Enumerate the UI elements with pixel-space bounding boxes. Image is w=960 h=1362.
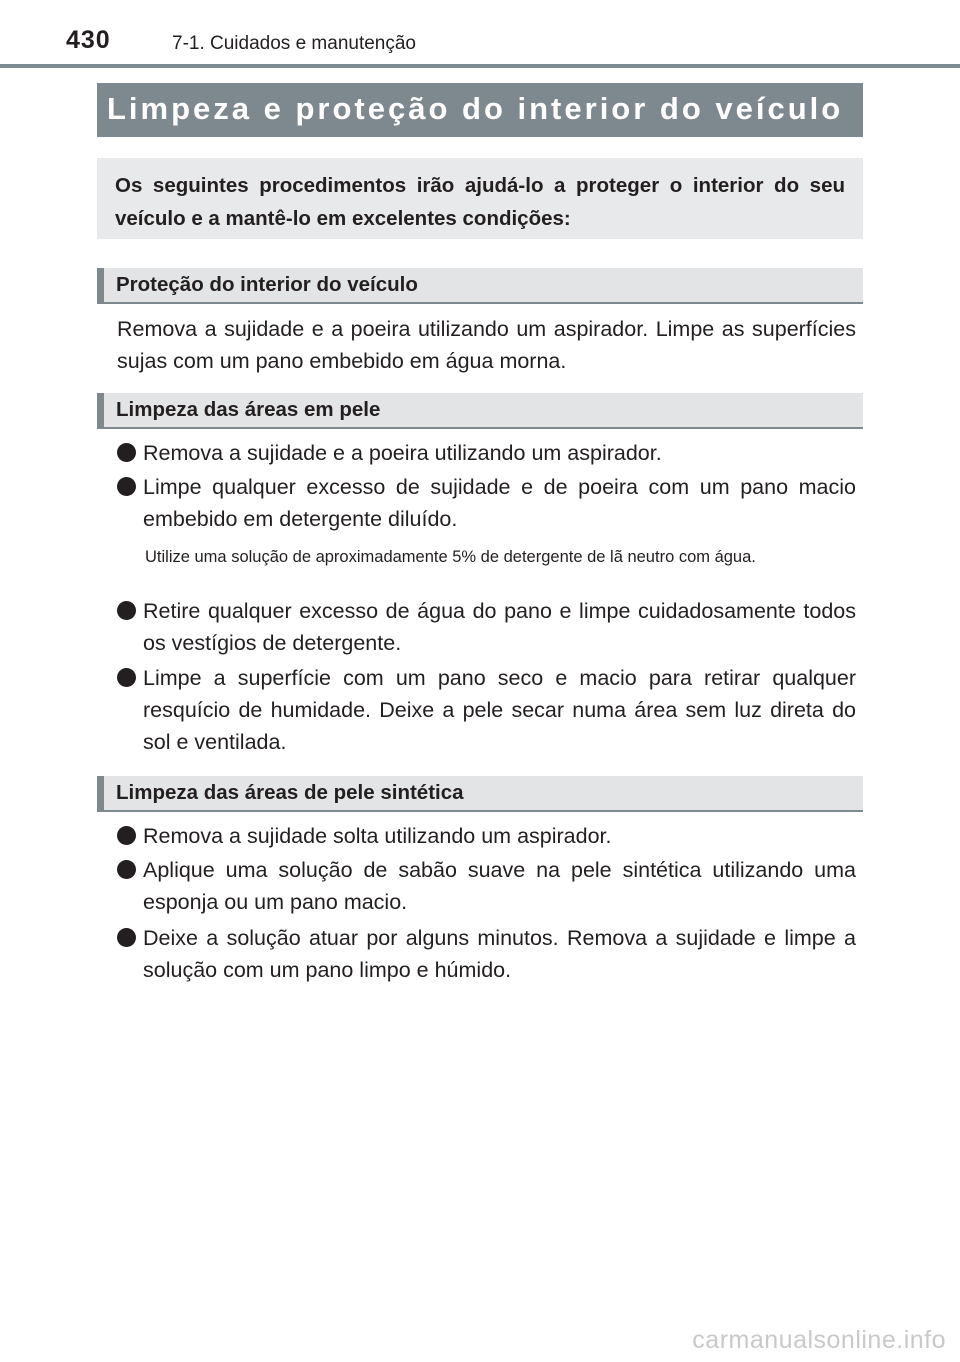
list-item (117, 437, 856, 469)
subheading-synthetic-leather: Limpeza das áreas de pele sintética (97, 776, 863, 812)
bullet-icon (117, 826, 136, 845)
page-title: Limpeza e proteção do interior do veículo (97, 83, 863, 137)
list-item-text: Limpe qualquer excesso de sujidade e de poeira com um pano macio embebido em detergente diluído. (143, 475, 856, 531)
list-item (117, 662, 856, 758)
page-number: 430 (66, 26, 111, 54)
list-item-text: Retire qualquer excesso de água do pano e limpe cuidadosamente todos os vestígios de detergente. (143, 599, 856, 655)
bullet-icon (117, 443, 136, 462)
bullet-icon (117, 601, 136, 620)
note-text: Utilize uma solução de aproximadamente 5% de detergente de lã neutro com água. (145, 548, 756, 566)
list-item (117, 922, 856, 986)
list-item-text: Aplique uma solução de sabão suave na pele sintética utilizando uma esponja ou um pano macio. (143, 858, 856, 914)
bullet-icon (117, 668, 136, 687)
list-item (117, 595, 856, 659)
subheading-interior-protection: Proteção do interior do veículo (97, 268, 863, 304)
bullet-icon (117, 928, 136, 947)
list-item (117, 820, 856, 852)
subheading-leather: Limpeza das áreas em pele (97, 393, 863, 429)
list-item (117, 854, 856, 918)
intro-box: Os seguintes procedimentos irão ajudá-lo a proteger o interior do seu veículo e a mantê-lo em excelentes condições: (97, 158, 863, 239)
watermark: carmanualsonline.info (692, 1326, 946, 1354)
list-item-text: Deixe a solução atuar por alguns minutos. Remova a sujidade e limpe a solução com um pano limpo e húmido. (143, 926, 856, 982)
list-item-text: Limpe a superfície com um pano seco e macio para retirar qualquer resquício de humidade. Deixe a pele secar numa área sem luz direta do sol e ventilada. (143, 666, 856, 754)
section-label: 7-1. Cuidados e manutenção (172, 33, 416, 54)
bullet-icon (117, 477, 136, 496)
paragraph-interior-protection: Remova a sujidade e a poeira utilizando um aspirador. Limpe as superfícies sujas com um pano embebido em água morna. (117, 317, 856, 373)
list-item (117, 471, 856, 535)
list-item-text: Remova a sujidade e a poeira utilizando um aspirador. (143, 441, 662, 465)
header-rule (0, 64, 960, 68)
bullet-icon (117, 860, 136, 879)
list-item-text: Remova a sujidade solta utilizando um aspirador. (143, 824, 612, 848)
